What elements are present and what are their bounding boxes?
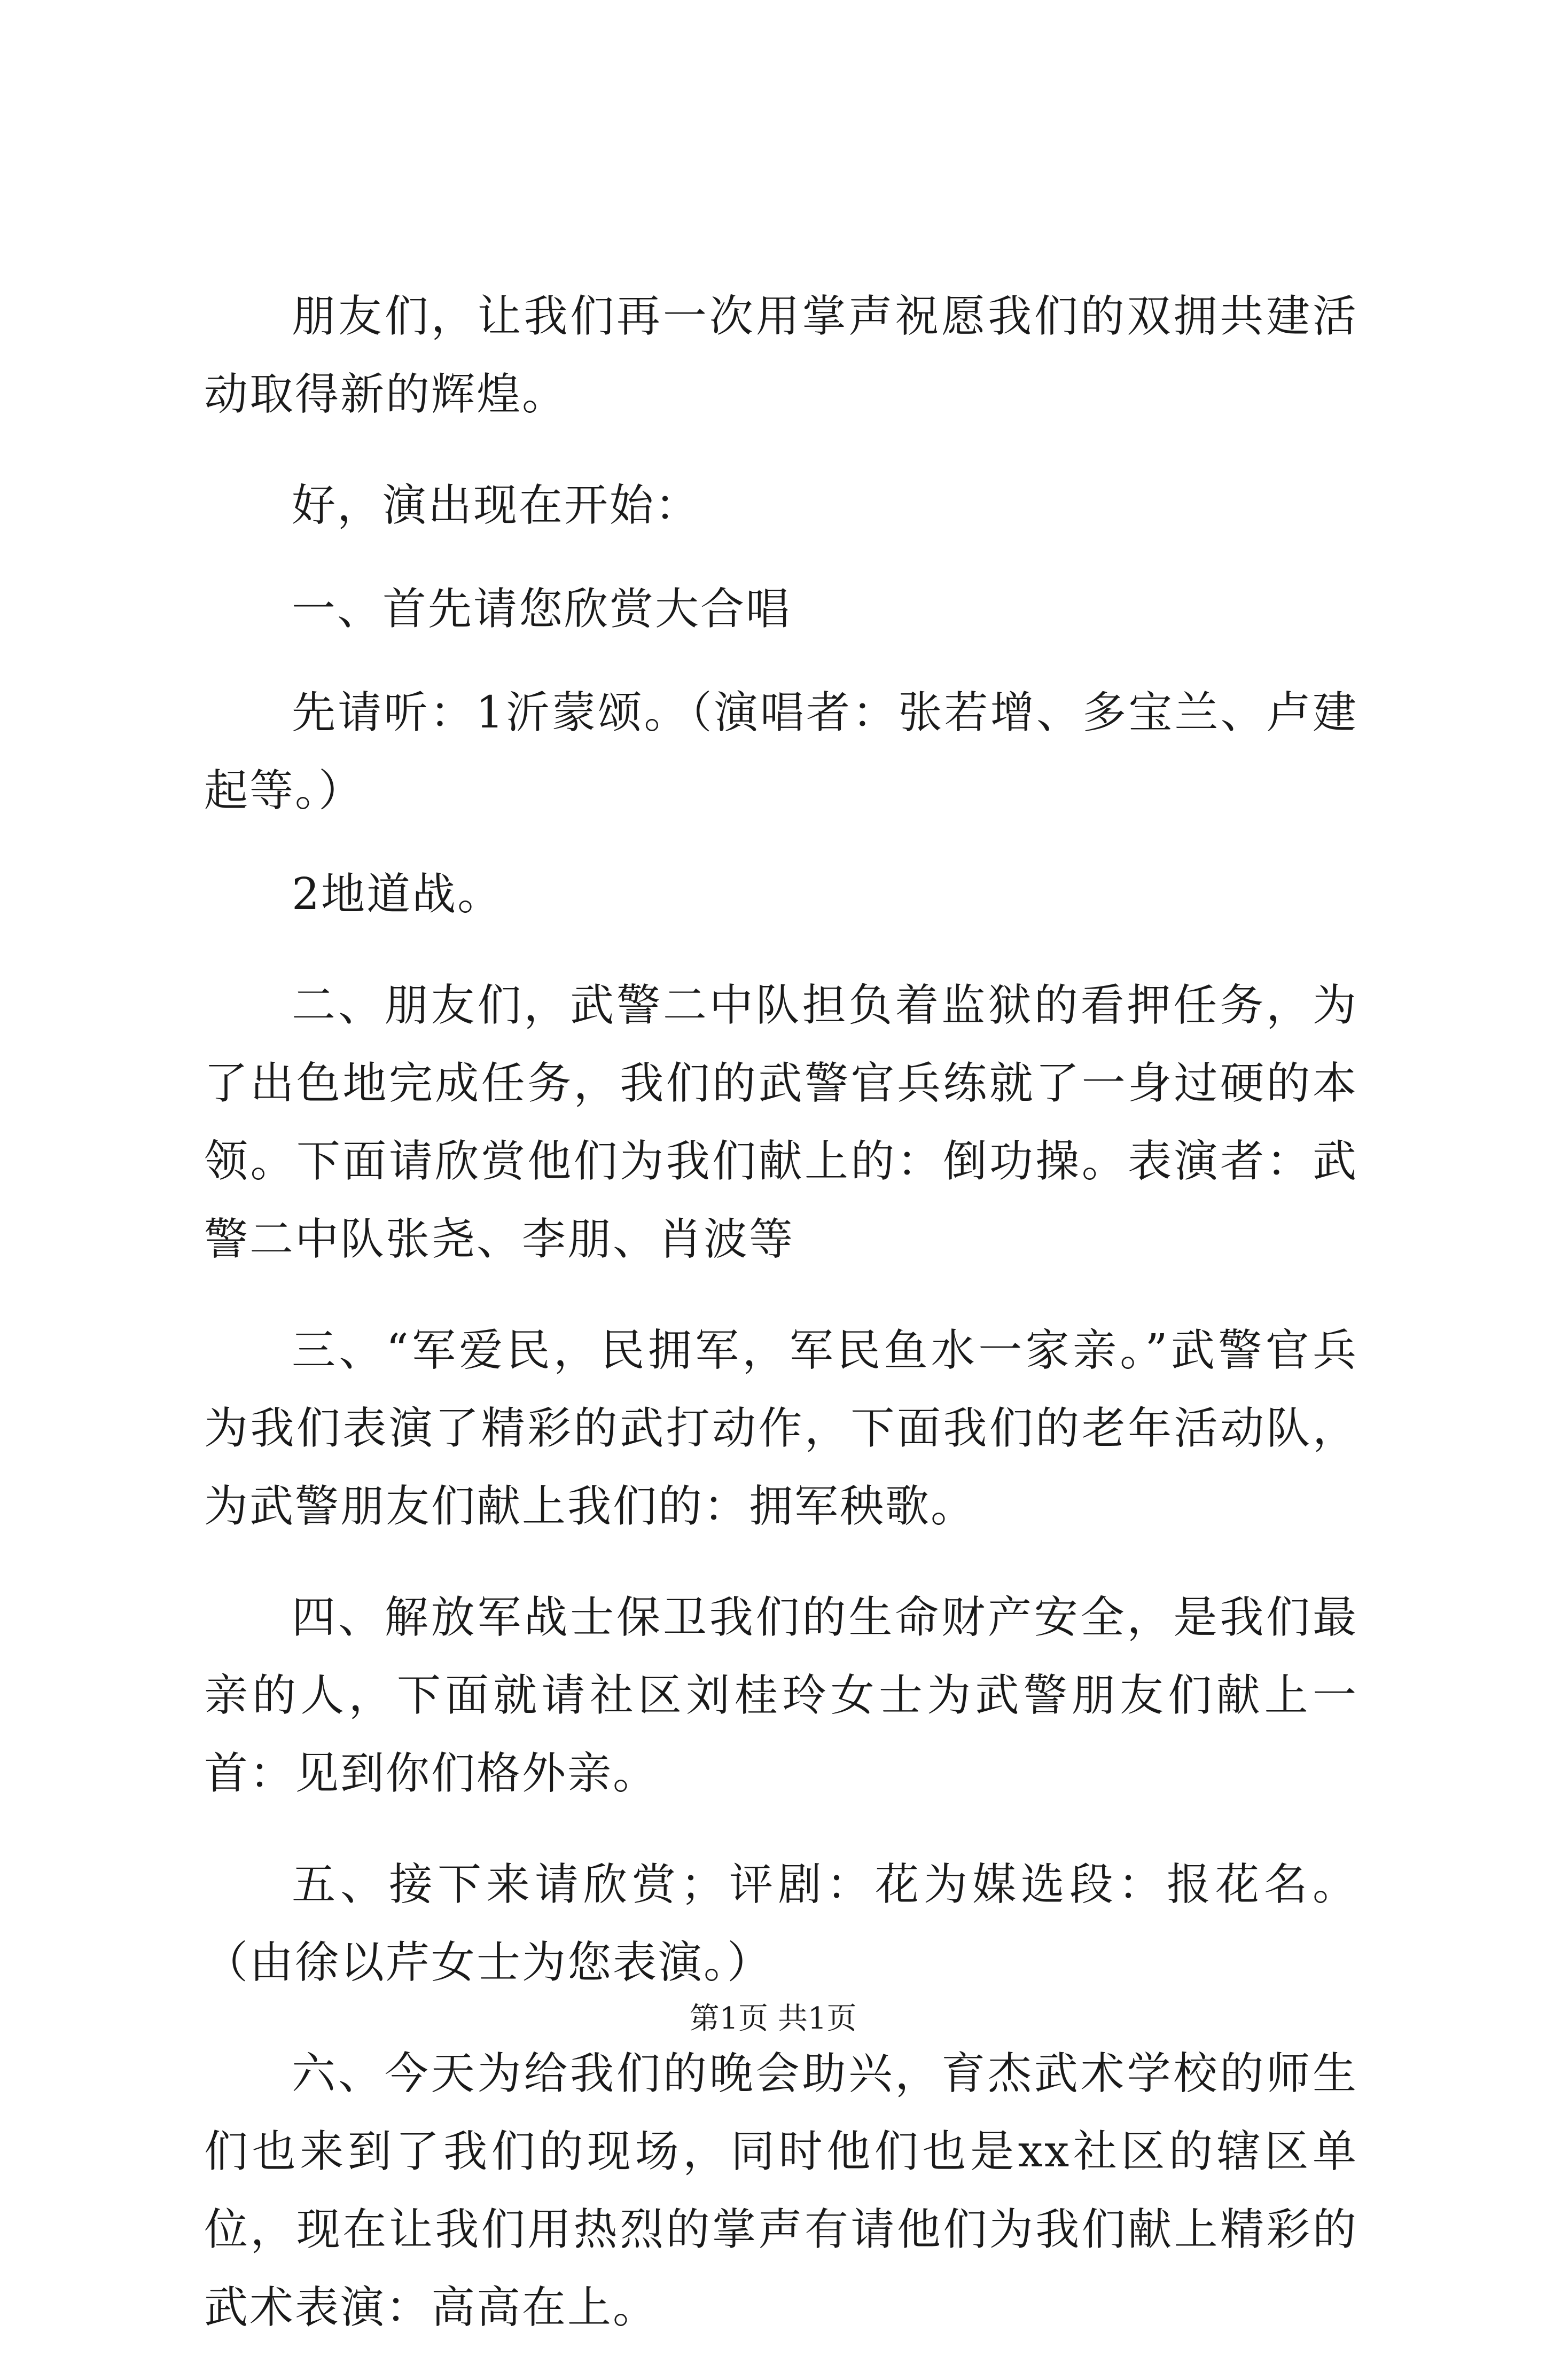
document-body [204,278,1358,2380]
paragraph: 2地道战。 [292,869,503,920]
paragraph: 先请听：1沂蒙颂。（演唱者：张若增、多宝兰、卢建起等。） [204,687,1358,816]
paragraph: 二、朋友们，武警二中队担负着监狱的看押任务，为了出色地完成任务，我们的武警官兵练就了一身过硬的本领。下面请欣赏他们为我们献上的：倒功操。表演者：武警二中队张尧、李朋、肖波等 [204,980,1358,1265]
paragraph: 朋友们，让我们再一次用掌声祝愿我们的双拥共建活动取得新的辉煌。 [204,291,1358,420]
paragraph: 六、今天为给我们的晚会助兴，育杰武术学校的师生们也来到了我们的现场，同时他们也是xx社区的辖区单位，现在让我们用热烈的掌声有请他们为我们献上精彩的武术表演：高高在上。 [204,2048,1358,2333]
paragraph: 五、接下来请欣赏；评剧：花为媒选段：报花名。（由徐以芹女士为您表演。） [204,1859,1358,1988]
paragraph: 三、“军爱民，民拥军，军民鱼水一家亲。”武警官兵为我们表演了精彩的武打动作，下面我们的老年活动队，为武警朋友们献上我们的：拥军秧歌。 [204,1325,1358,1532]
paragraph: 一、首先请您欣赏大合唱 [292,584,792,635]
paragraph: 四、解放军战士保卫我们的生命财产安全，是我们最亲的人，下面就请社区刘桂玲女士为武警朋友们献上一首：见到你们格外亲。 [204,1592,1358,1799]
page-number-footer: 第1页 共1页 [689,2001,857,2036]
paragraph: 好，演出现在开始： [292,480,701,531]
